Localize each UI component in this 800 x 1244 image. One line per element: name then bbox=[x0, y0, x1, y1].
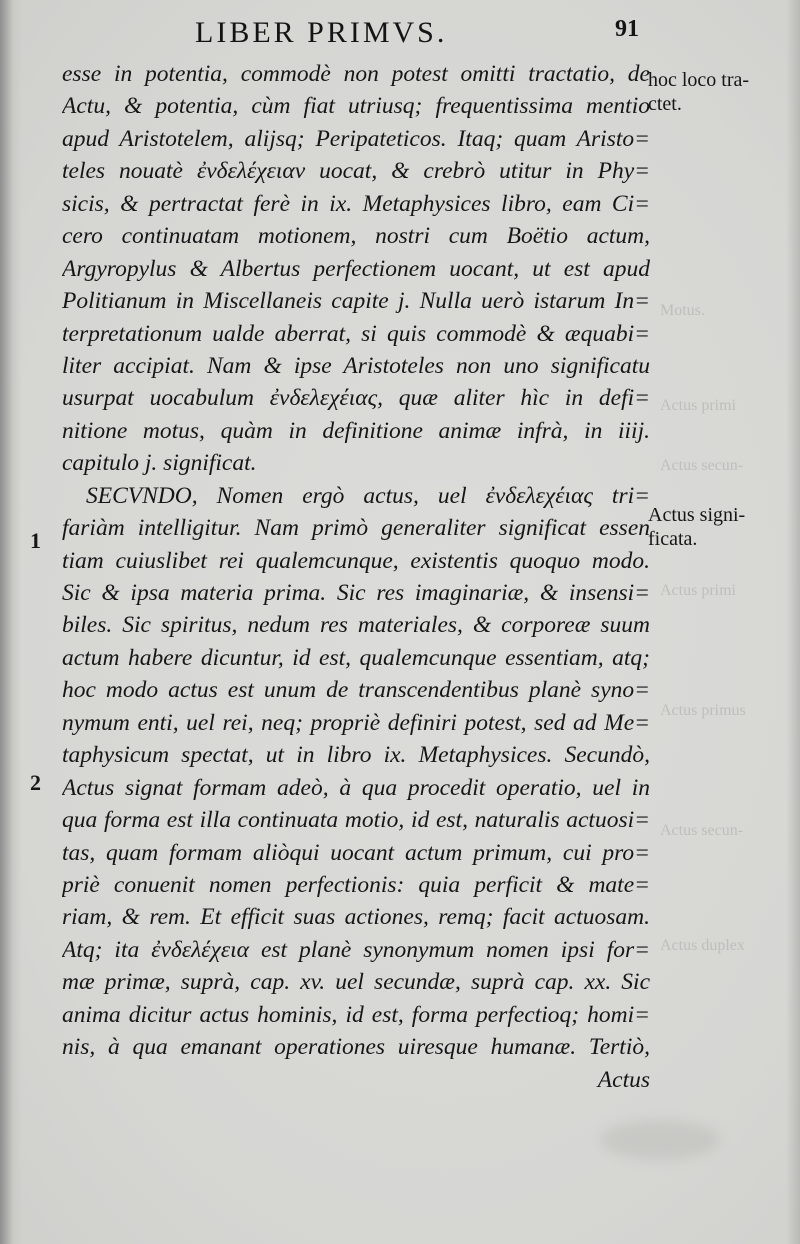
marginal-note bbox=[648, 503, 745, 551]
text-line: riam, & rem. Et efficit suas actiones, remq; facit actuosam. bbox=[62, 904, 650, 931]
page-number: 91 bbox=[615, 16, 639, 42]
gutter-shadow bbox=[0, 0, 22, 1244]
text-line: fariàm intelligitur. Nam primò generaliter significat essen bbox=[62, 515, 650, 542]
show-through-text: Actus secun- bbox=[660, 457, 744, 474]
text-line: Actu, & potentia, cùm fiat utriusq; frequentissima mentio bbox=[62, 93, 650, 120]
show-through-text: Actus secun- bbox=[660, 822, 744, 839]
text-line: Actus signat formam adeò, à qua procedit operatio, uel in bbox=[62, 774, 650, 801]
marginal-note-line: hoc loco tra- bbox=[648, 69, 750, 91]
running-title: LIBER PRIMVS. bbox=[195, 16, 448, 49]
section-start-line: SECVNDO, Nomen ergò actus, uel ἐνδελεχέιας tri= bbox=[86, 482, 650, 509]
text-line: capitulo j. significat. bbox=[62, 450, 257, 477]
text-line: biles. Sic spiritus, nedum res materiales, & corporeæ suum bbox=[62, 612, 650, 639]
marginal-note-line: ctet. bbox=[648, 93, 682, 115]
text-line: tiam cuiuslibet rei qualemcunque, existentis quoquo modo. bbox=[62, 547, 650, 574]
margin-number: 1 bbox=[30, 528, 41, 553]
text-line: Sic & ipsa materia prima. Sic res imaginariæ, & insensi= bbox=[62, 580, 650, 606]
show-through-text: Actus duplex bbox=[660, 937, 745, 954]
text-line: nymum enti, uel rei, neq; propriè definiri potest, sed ad Me= bbox=[62, 709, 650, 736]
text-line: terpretationum ualde aberrat, si quis commodè & æquabi= bbox=[62, 320, 650, 347]
text-line: sicis, & pertractat ferè in ix. Metaphysices libro, eam Ci= bbox=[62, 190, 650, 217]
text-line: hoc modo actus est unum de transcendentibus planè syno= bbox=[62, 677, 650, 704]
body-text bbox=[62, 58, 650, 1096]
show-through-text: Actus primi bbox=[660, 582, 736, 599]
text-line: liter accipiat. Nam & ipse Aristoteles non uno significatu bbox=[62, 352, 650, 379]
marginal-note-line: Actus signi- bbox=[648, 504, 746, 526]
margin-number: 2 bbox=[30, 770, 41, 795]
text-line: qua forma est illa continuata motio, id est, naturalis actuosi= bbox=[62, 807, 650, 834]
text-line: nitione motus, quàm in definitione animæ infrà, in iiij. bbox=[62, 417, 650, 444]
text-line: actum habere dicuntur, id est, qualemcunque essentiam, atq; bbox=[62, 644, 650, 671]
page-edge bbox=[786, 0, 800, 1244]
catchword: Actus bbox=[597, 1066, 650, 1093]
text-line: taphysicum spectat, ut in libro ix. Metaphysices. Secundò, bbox=[62, 742, 650, 769]
text-line: mæ primæ, suprà, cap. xv. uel secundæ, suprà cap. xx. Sic bbox=[62, 969, 650, 996]
text-line: Politianum in Miscellaneis capite j. Nulla uerò istarum In= bbox=[62, 288, 650, 315]
show-through-text: Motus. bbox=[660, 302, 705, 319]
show-through-text: Actus primus bbox=[660, 702, 746, 719]
show-through-text: Actus primi bbox=[660, 397, 736, 414]
text-line: apud Aristotelem, alijsq; Peripateticos. Itaq; quam Aristo= bbox=[62, 125, 650, 152]
text-line: usurpat uocabulum ἐνδελεχέιας, quæ aliter hìc in defi= bbox=[62, 385, 650, 412]
text-line: Atq; ita ἐνδελέχεια est planè synonymum nomen ipsi for= bbox=[62, 936, 650, 963]
marginal-note-line: ficata. bbox=[648, 528, 698, 550]
text-line: Argyropylus & Albertus perfectionem uocant, ut est apud bbox=[62, 255, 650, 282]
text-line: anima dicitur actus hominis, id est, forma perfectioq; homi= bbox=[62, 1001, 650, 1028]
text-line: teles nouatè ἐνδελέχειαν uocat, & crebrò utitur in Phy= bbox=[62, 158, 650, 185]
text-line: nis, à qua emanant operationes uiresque humanæ. Tertiò, bbox=[62, 1034, 650, 1061]
marginal-note bbox=[648, 68, 749, 116]
text-line: cero continuatam motionem, nostri cum Boëtio actum, bbox=[62, 223, 650, 250]
page-header bbox=[195, 16, 639, 52]
paper-stain bbox=[600, 1120, 720, 1160]
text-line: priè conuenit nomen perfectionis: quia perficit & mate= bbox=[62, 871, 650, 898]
text-line: tas, quam formam aliòqui uocant actum primum, cui pro= bbox=[62, 839, 650, 866]
text-line: esse in potentia, commodè non potest omitti tractatio, de bbox=[62, 61, 650, 87]
